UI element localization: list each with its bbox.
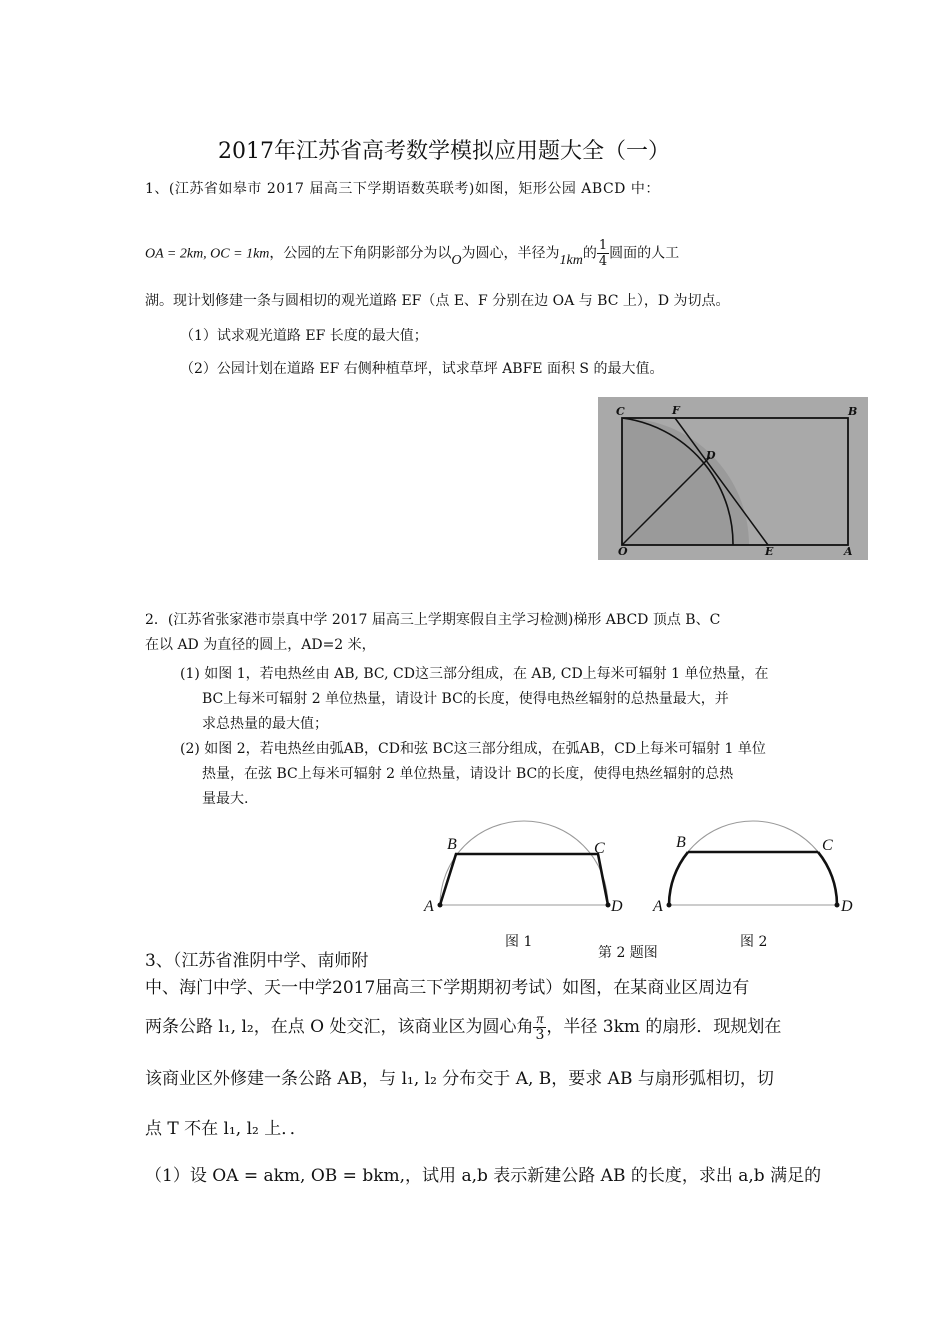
fig1-label-d: D — [611, 898, 623, 915]
problem1-line2 — [145, 238, 679, 269]
figure-label-c: C — [616, 405, 625, 418]
figure-label-d: D — [706, 449, 716, 462]
problem3-line1: 3、（江苏省淮阴中学、南师附 — [145, 951, 369, 971]
fig2-label-b: B — [676, 834, 686, 851]
problem2-q1-line2: BC上每米可辐射 2 单位热量，请设计 BC的长度，使得电热丝辐射的总热量最大，并 — [202, 691, 729, 707]
figure-label-e: E — [765, 545, 774, 558]
fig1-label-c: C — [594, 840, 605, 857]
line3-text-b: ，半径 3km 的扇形．现规划在 — [546, 1017, 782, 1037]
figure-label-b: B — [848, 405, 858, 418]
problem1-question1: （1）试求观光道路 EF 长度的最大值； — [180, 328, 428, 344]
problem1-line3: 湖。现计划修建一条与圆相切的观光道路 EF（点 E、F 分别在边 OA 与 BC 上），D 为切点。 — [145, 293, 730, 309]
problem1-figure — [598, 397, 868, 560]
angle-denominator: 3 — [535, 1027, 545, 1043]
problem2-figures — [418, 812, 866, 922]
figure-label-a: A — [844, 545, 853, 558]
angle-numerator: π — [533, 1012, 546, 1028]
problem3-line5: 点 T 不在 l₁, l₂ 上．． — [145, 1119, 307, 1139]
center-label: O — [451, 252, 462, 268]
problem3-line6: （1）设 OA = akm, OB = bkm,，试用 a,b 表示新建公路 AB 的长度，求出 a,b 满足的 — [145, 1166, 822, 1186]
problem1-question2: （2）公园计划在道路 EF 右侧种植草坪，试求草坪 ABFE 面积 S 的最大值。 — [180, 361, 664, 377]
figure-group-title: 第 2 题图 — [598, 945, 658, 961]
fig2-label-d: D — [841, 898, 853, 915]
problem1-line1: 1、(江苏省如皋市 2017 届高三下学期语数英联考)如图，矩形公园 ABCD 中： — [145, 181, 660, 197]
problem3-line3 — [145, 1012, 781, 1043]
quarter-fraction — [597, 238, 609, 269]
trapezoid-diagrams — [418, 812, 866, 922]
problem2-q1-line3: 求总热量的最大值； — [202, 716, 328, 732]
line3-text-a: 两条公路 l₁, l₂，在点 O 处交汇，该商业区为圆心角 — [145, 1017, 534, 1037]
problem2-q2-line2: 热量，在弦 BC上每米可辐射 2 单位热量，请设计 BC的长度，使得电热丝辐射的总热 — [202, 766, 734, 782]
figure-label-o: O — [618, 545, 628, 558]
line2-text-d: 圆面的人工 — [609, 245, 680, 262]
problem3-line4: 该商业区外修建一条公路 AB，与 l₁, l₂ 分布交于 A, B，要求 AB 与扇形弧相切，切 — [145, 1069, 774, 1089]
lake-diagram — [598, 397, 868, 560]
page-title: 2017年江苏省高考数学模拟应用题大全（一） — [218, 139, 670, 164]
fig2-label-a: A — [653, 898, 663, 915]
fig1-label-a: A — [424, 898, 434, 915]
line2-text-b: 为圆心，半径为 — [461, 245, 560, 262]
problem3-line2: 中、海门中学、天一中学2017届高三下学期期初考试）如图，在某商业区周边有 — [145, 978, 750, 998]
given-values: OA = 2km, OC = 1km — [145, 246, 270, 262]
fig1-label-b: B — [447, 836, 457, 853]
figure1-caption: 图 1 — [505, 934, 533, 950]
problem2-line1: 2．(江苏省张家港市崇真中学 2017 届高三上学期寒假自主学习检测)梯形 ABCD 顶点 B、C — [145, 612, 721, 628]
problem2-q1-line1: (1) 如图 1，若电热丝由 AB, BC, CD这三部分组成，在 AB, CD上每米可辐射 1 单位热量，在 — [180, 666, 769, 682]
problem2-q2-line1: (2) 如图 2，若电热丝由弧AB，CD和弦 BC这三部分组成，在弧AB，CD上每米可辐射 1 单位 — [180, 741, 766, 757]
line2-text-a: ，公园的左下角阴影部分为以 — [269, 245, 452, 262]
angle-fraction — [533, 1012, 546, 1043]
fig2-label-c: C — [822, 837, 833, 854]
line2-text-c: 的 — [582, 245, 597, 262]
fraction-numerator: 1 — [598, 238, 608, 253]
problem2-line2: 在以 AD 为直径的圆上，AD=2 米， — [145, 637, 376, 653]
problem2-q2-line3: 量最大. — [202, 791, 249, 807]
figure-label-f: F — [672, 404, 680, 417]
radius-value: 1km — [559, 252, 583, 268]
fraction-denominator: 4 — [598, 254, 608, 269]
figure2-caption: 图 2 — [740, 934, 768, 950]
